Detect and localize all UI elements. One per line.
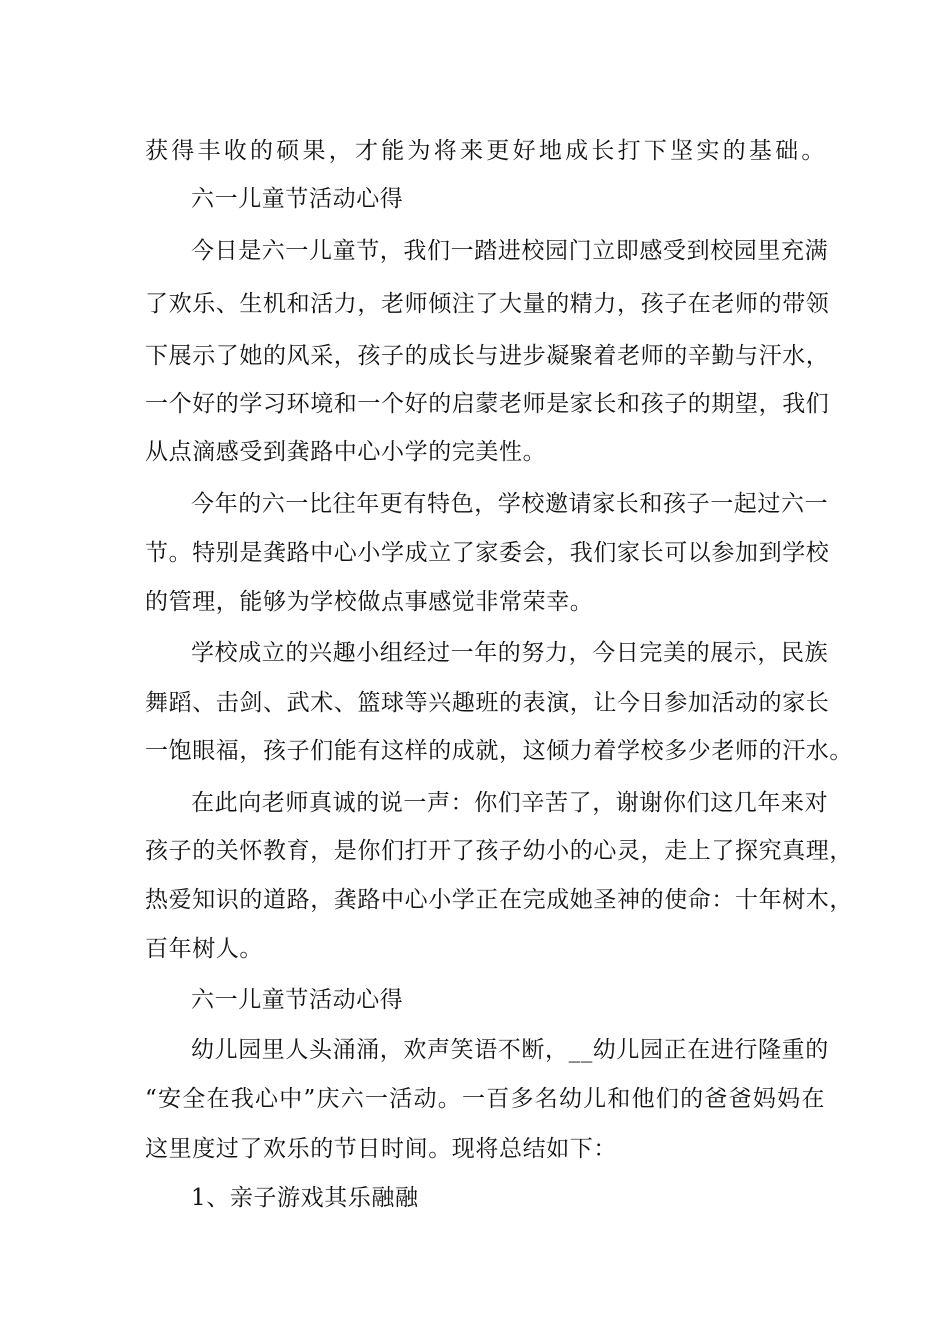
text-line: 孩子的关怀教育，是你们打开了孩子幼小的心灵，走上了探究真理， <box>145 838 853 864</box>
text-line: 今日是六一儿童节，我们一踏进校园门立即感受到校园里充满 <box>191 238 829 264</box>
text-line: 幼儿园里人头涌涌，欢声笑语不断，__幼儿园正在进行隆重的 <box>191 1037 829 1063</box>
section-heading: 六一儿童节活动心得 <box>191 186 404 212</box>
text-line: 百年树人。 <box>145 936 263 962</box>
text-line: 热爱知识的道路，龚路中心小学正在完成她圣神的使命：十年树木， <box>145 887 853 913</box>
text-line: 下展示了她的风采，孩子的成长与进步凝聚着老师的辛勤与汗水， <box>145 343 830 369</box>
text-line: 节。特别是龚路中心小学成立了家委会，我们家长可以参加到学校 <box>145 540 830 566</box>
text-line: 了欢乐、生机和活力，老师倾注了大量的精力，孩子在老师的带领 <box>145 291 830 317</box>
text-line: 今年的六一比往年更有特色，学校邀请家长和孩子一起过六一 <box>191 491 829 517</box>
text-line: 这里度过了欢乐的节日时间。现将总结如下： <box>145 1136 617 1162</box>
list-item-heading: 1、亲子游戏其乐融融 <box>191 1185 419 1211</box>
text-line: 的管理，能够为学校做点事感觉非常荣幸。 <box>145 589 594 615</box>
text-line: 舞蹈、击剑、武术、篮球等兴趣班的表演，让今日参加活动的家长 <box>145 690 830 716</box>
text-line: 一饱眼福，孩子们能有这样的成就，这倾力着学校多少老师的汗水。 <box>145 738 853 764</box>
text-line: 在此向老师真诚的说一声：你们辛苦了，谢谢你们这几年来对 <box>191 790 829 816</box>
text-line: 从点滴感受到龚路中心小学的完美性。 <box>145 439 547 465</box>
text-line: 一个好的学习环境和一个好的启蒙老师是家长和孩子的期望，我们 <box>145 391 830 417</box>
text-line: 获得丰收的硕果，才能为将来更好地成长打下坚实的基础。 <box>145 138 825 164</box>
text-line: 学校成立的兴趣小组经过一年的努力，今日完美的展示，民族 <box>191 640 829 666</box>
text-line: “安全在我心中”庆六一活动。一百多名幼儿和他们的爸爸妈妈在 <box>145 1086 825 1112</box>
section-heading: 六一儿童节活动心得 <box>191 987 404 1013</box>
